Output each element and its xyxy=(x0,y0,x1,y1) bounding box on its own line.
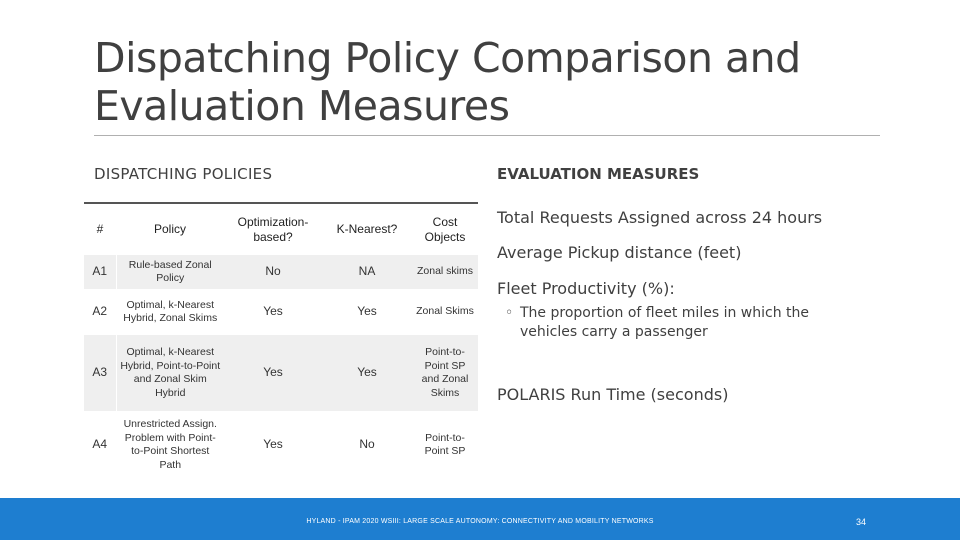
slide-title-line-2: Evaluation Measures xyxy=(94,82,510,130)
measure-total-requests: Total Requests Assigned across 24 hours xyxy=(497,208,823,227)
header-optimization: Optimization-based? xyxy=(224,203,322,255)
row-id: A2 xyxy=(84,289,116,335)
row-k-nearest: No xyxy=(359,437,375,452)
header-k-nearest: K-Nearest? xyxy=(322,203,412,255)
row-cost-objects: Point-to-Point SP and Zonal Skims xyxy=(412,335,478,411)
row-policy: Optimal, k-Nearest Hybrid, Zonal Skims xyxy=(123,298,218,324)
measure-fleet-productivity: Fleet Productivity (%): xyxy=(497,279,675,298)
row-optimization: Yes xyxy=(263,437,283,452)
row-id: A4 xyxy=(84,411,116,479)
measure-fleet-productivity-description: The proportion of fleet miles in which the vehicles carry a passenger xyxy=(520,305,809,340)
policy-table xyxy=(84,202,478,479)
row-id: A3 xyxy=(84,335,116,411)
table-row xyxy=(84,335,478,411)
footer-bar xyxy=(0,498,960,540)
footer-caption: HYLAND - IPAM 2020 WSIII: LARGE SCALE AUTONOMY: CONNECTIVITY AND MOBILITY NETWORKS xyxy=(306,518,654,525)
header-policy: Policy xyxy=(116,203,224,255)
dispatching-policies-heading: DISPATCHING POLICIES xyxy=(94,165,273,183)
table-row xyxy=(84,255,478,289)
row-optimization: Yes xyxy=(263,304,283,319)
header-cost-objects: Cost Objects xyxy=(412,203,478,255)
bullet-icon: ◦ xyxy=(505,305,514,321)
row-k-nearest: Yes xyxy=(357,304,377,319)
measure-pickup-distance: Average Pickup distance (feet) xyxy=(497,243,742,262)
evaluation-measures-heading: EVALUATION MEASURES xyxy=(497,165,700,183)
header-number: # xyxy=(84,203,116,255)
title-divider xyxy=(94,135,880,136)
policy-table-container xyxy=(84,202,478,478)
slide-title-line-1: Dispatching Policy Comparison and xyxy=(94,34,801,82)
row-k-nearest: NA xyxy=(322,255,412,289)
row-cost-objects: Zonal Skims xyxy=(416,305,474,318)
table-row xyxy=(84,411,478,479)
row-optimization: Yes xyxy=(224,335,322,411)
policy-table-header xyxy=(84,203,478,255)
row-policy: Rule-based Zonal Policy xyxy=(116,255,224,289)
row-optimization: No xyxy=(224,255,322,289)
slide-title xyxy=(94,34,914,130)
row-policy: Optimal, k-Nearest Hybrid, Point-to-Point and Zonal Skim Hybrid xyxy=(116,335,224,411)
measure-run-time: POLARIS Run Time (seconds) xyxy=(497,385,729,404)
table-row xyxy=(84,289,478,335)
page-number: 34 xyxy=(856,517,867,527)
row-id: A1 xyxy=(84,255,116,289)
row-k-nearest: Yes xyxy=(322,335,412,411)
row-cost-objects: Zonal skims xyxy=(412,255,478,289)
row-policy: Unrestricted Assign. Problem with Point-to-Point Shortest Path xyxy=(123,418,217,471)
row-cost-objects: Point-to-Point SP xyxy=(424,431,466,457)
